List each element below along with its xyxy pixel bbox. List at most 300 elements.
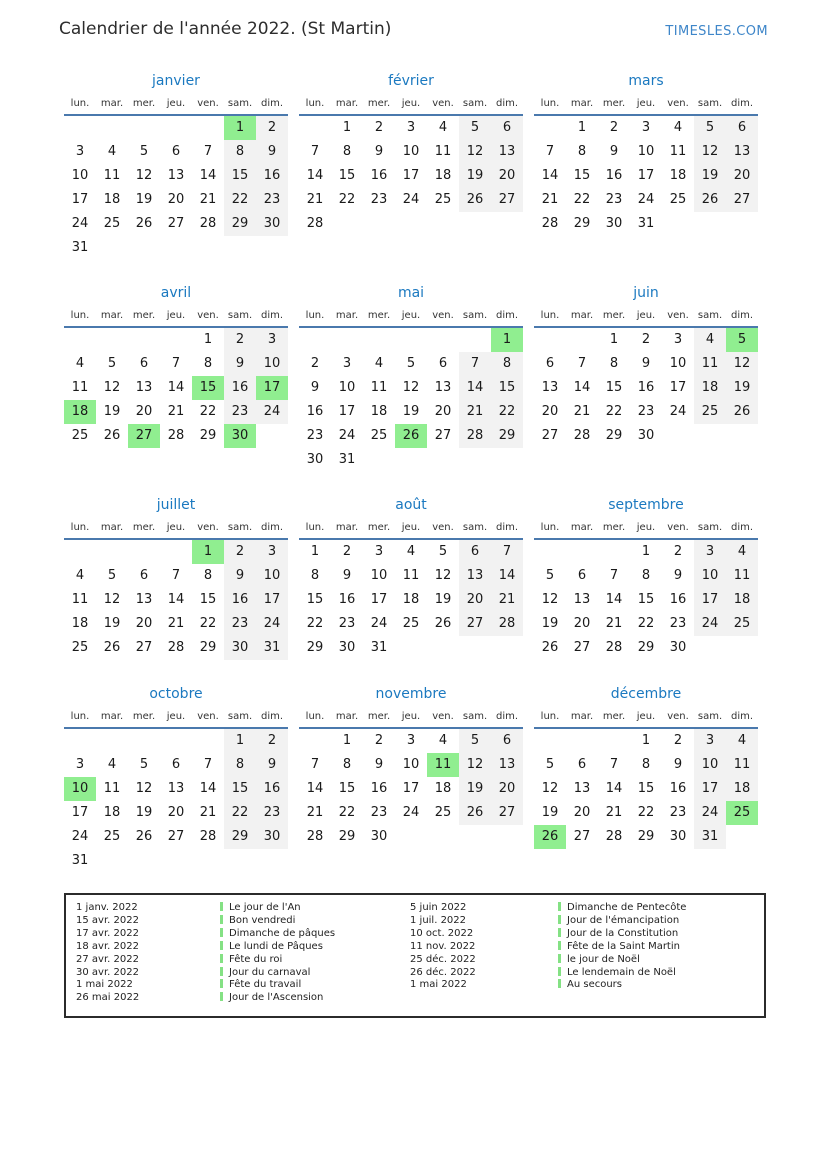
day-cell: 22 (224, 188, 256, 212)
legend-date: 26 déc. 2022 (410, 966, 476, 978)
day-cell: 14 (573, 380, 591, 395)
day-cell: 7 (171, 356, 181, 371)
legend-date (410, 992, 558, 1005)
day-cell: 12 (135, 781, 153, 796)
day-cell (128, 540, 160, 564)
day-cell: 10 (338, 380, 356, 395)
day-cell: 13 (135, 592, 153, 607)
day-header: mer. (602, 310, 626, 321)
day-cell: 30 (256, 825, 288, 849)
day-cell: 18 (434, 168, 452, 183)
day-cell: 3 (75, 144, 85, 159)
day-cell: 25 (71, 640, 89, 655)
day-cell: 16 (370, 781, 388, 796)
holiday-marker-icon (220, 902, 223, 911)
page-title: Calendrier de l'année 2022. (St Martin) (59, 19, 392, 39)
day-cell: 27 (128, 424, 160, 448)
day-cell: 12 (135, 168, 153, 183)
day-cell: 12 (726, 352, 758, 376)
day-header: sam. (462, 522, 488, 533)
day-cell: 2 (374, 120, 384, 135)
holiday-marker-icon (220, 915, 223, 924)
day-cell: 4 (694, 328, 726, 352)
days-grid (299, 540, 523, 660)
day-cell: 4 (406, 544, 416, 559)
day-cell (459, 328, 491, 352)
month-title: septembre (608, 497, 684, 513)
holiday-marker-icon (558, 941, 561, 950)
day-headers-row (534, 708, 758, 729)
day-cell: 10 (669, 356, 687, 371)
day-cell: 31 (370, 640, 388, 655)
day-header: ven. (432, 310, 454, 321)
day-cell: 21 (306, 805, 324, 820)
day-cell: 14 (167, 592, 185, 607)
day-header: dim. (260, 310, 284, 321)
day-cell: 6 (438, 356, 448, 371)
day-cell: 11 (71, 380, 89, 395)
day-cell: 26 (726, 400, 758, 424)
day-cell: 5 (139, 757, 149, 772)
day-cell: 13 (434, 380, 452, 395)
legend-date: 10 oct. 2022 (410, 927, 474, 939)
day-cell: 9 (256, 753, 288, 777)
month-avril (64, 282, 288, 494)
day-cell: 1 (203, 332, 213, 347)
day-cell: 19 (541, 805, 559, 820)
day-cell: 30 (306, 452, 324, 467)
day-header: mar. (335, 310, 359, 321)
day-cell: 9 (310, 380, 320, 395)
day-cell: 24 (694, 801, 726, 825)
day-cell: 15 (637, 592, 655, 607)
day-cell: 29 (199, 428, 217, 443)
day-cell: 7 (609, 568, 619, 583)
day-cell: 23 (370, 192, 388, 207)
day-cell: 4 (726, 729, 758, 753)
day-header: sam. (227, 310, 253, 321)
day-cell (128, 849, 160, 873)
day-cell: 28 (541, 216, 559, 231)
month-juillet (64, 494, 288, 683)
day-cell: 3 (374, 544, 384, 559)
day-cell: 31 (338, 452, 356, 467)
day-cell: 17 (71, 192, 89, 207)
day-cell: 18 (370, 404, 388, 419)
day-cell: 30 (224, 424, 256, 448)
day-cell: 16 (224, 376, 256, 400)
day-cell: 25 (434, 805, 452, 820)
day-cell (694, 212, 726, 236)
day-header: mar. (570, 711, 594, 722)
month-title: juin (633, 285, 659, 301)
day-header: jeu. (166, 98, 186, 109)
legend-label: Fête du roi (220, 954, 410, 967)
day-cell: 10 (71, 168, 89, 183)
legend-label: le jour de Noël (558, 954, 758, 967)
day-cell: 9 (609, 144, 619, 159)
day-headers-row (64, 307, 288, 328)
day-cell (192, 729, 224, 753)
day-cell: 7 (577, 356, 587, 371)
day-cell: 28 (459, 424, 491, 448)
day-cell: 10 (370, 568, 388, 583)
day-headers-row (64, 708, 288, 729)
day-cell: 25 (370, 428, 388, 443)
day-cell: 18 (103, 192, 121, 207)
day-cell: 30 (637, 428, 655, 443)
day-cell: 17 (637, 168, 655, 183)
day-header: lun. (305, 522, 325, 533)
day-cell: 21 (459, 400, 491, 424)
day-cell: 15 (192, 376, 224, 400)
day-headers-row (534, 519, 758, 540)
day-cell: 23 (338, 616, 356, 631)
day-cell: 5 (139, 144, 149, 159)
day-cell: 28 (167, 428, 185, 443)
day-cell: 24 (256, 400, 288, 424)
day-cell: 15 (224, 777, 256, 801)
day-cell (566, 540, 598, 564)
holiday-marker-icon (558, 902, 561, 911)
day-cell (427, 448, 459, 472)
day-cell (64, 729, 96, 753)
day-cell: 23 (306, 428, 324, 443)
day-cell (96, 236, 128, 260)
day-cell: 6 (459, 540, 491, 564)
day-cell: 12 (459, 753, 491, 777)
day-cell: 14 (541, 168, 559, 183)
day-cell: 4 (75, 356, 85, 371)
day-header: ven. (667, 522, 689, 533)
day-cell (160, 116, 192, 140)
day-cell: 12 (402, 380, 420, 395)
day-cell: 30 (669, 640, 687, 655)
day-cell: 18 (64, 400, 96, 424)
day-cell (64, 328, 96, 352)
day-cell: 18 (726, 588, 758, 612)
day-cell: 5 (459, 116, 491, 140)
holiday-marker-icon (558, 915, 561, 924)
day-header: sam. (697, 711, 723, 722)
day-cell (128, 116, 160, 140)
day-cell: 2 (256, 116, 288, 140)
day-cell: 25 (726, 801, 758, 825)
day-cell: 25 (726, 612, 758, 636)
day-header: mer. (132, 711, 156, 722)
day-cell: 6 (491, 729, 523, 753)
day-header: jeu. (636, 310, 656, 321)
day-cell: 10 (694, 753, 726, 777)
day-cell: 16 (224, 588, 256, 612)
day-cell: 26 (534, 825, 566, 849)
day-header: lun. (70, 98, 90, 109)
day-cell: 27 (434, 428, 452, 443)
day-cell: 2 (224, 328, 256, 352)
day-cell: 30 (669, 829, 687, 844)
day-cell: 17 (402, 781, 420, 796)
day-header: sam. (697, 310, 723, 321)
day-cell: 21 (306, 192, 324, 207)
day-cell: 8 (342, 144, 352, 159)
day-cell: 3 (406, 120, 416, 135)
day-cell: 6 (577, 568, 587, 583)
day-cell: 24 (71, 829, 89, 844)
day-cell: 25 (103, 829, 121, 844)
day-header: sam. (227, 711, 253, 722)
day-cell (395, 328, 427, 352)
day-cell: 17 (694, 777, 726, 801)
day-cell: 7 (171, 568, 181, 583)
day-cell (726, 212, 758, 236)
day-cell: 6 (545, 356, 555, 371)
day-cell (726, 424, 758, 448)
day-cell: 28 (605, 640, 623, 655)
day-header: lun. (305, 310, 325, 321)
days-grid (64, 328, 288, 448)
day-cell: 18 (402, 592, 420, 607)
day-cell: 21 (167, 616, 185, 631)
day-cell: 5 (545, 757, 555, 772)
day-cell: 23 (256, 801, 288, 825)
day-cell: 26 (694, 188, 726, 212)
day-cell: 24 (402, 805, 420, 820)
legend-date: 1 mai 2022 (76, 979, 133, 991)
day-cell (192, 849, 224, 873)
day-cell (395, 212, 427, 236)
day-cell: 27 (573, 640, 591, 655)
legend-label: Le lundi de Pâques (220, 941, 410, 954)
day-cell: 22 (199, 404, 217, 419)
legend-date: 27 avr. 2022 (76, 953, 139, 965)
day-cell: 17 (669, 380, 687, 395)
day-cell: 5 (726, 328, 758, 352)
legend-date: 5 juin 2022 (410, 902, 467, 913)
day-cell: 23 (224, 400, 256, 424)
day-cell: 1 (577, 120, 587, 135)
day-cell: 13 (541, 380, 559, 395)
legend-label: Dimanche de Pentecôte (558, 902, 758, 915)
day-cell: 20 (135, 404, 153, 419)
day-cell: 3 (342, 356, 352, 371)
day-cell: 15 (491, 376, 523, 400)
day-header: dim. (730, 522, 754, 533)
day-cell: 14 (605, 592, 623, 607)
legend-date: 1 janv. 2022 (76, 902, 138, 913)
day-cell: 10 (64, 777, 96, 801)
day-header: dim. (260, 98, 284, 109)
legend-date: 25 déc. 2022 (410, 953, 476, 965)
day-cell: 11 (370, 380, 388, 395)
day-cell: 21 (605, 805, 623, 820)
day-header: lun. (70, 522, 90, 533)
day-cell: 27 (459, 612, 491, 636)
day-header: ven. (432, 98, 454, 109)
day-header: jeu. (636, 711, 656, 722)
day-cell (459, 825, 491, 849)
day-cell: 24 (402, 192, 420, 207)
month-février (299, 70, 523, 282)
day-cell: 4 (75, 568, 85, 583)
day-cell (534, 116, 566, 140)
day-header: lun. (305, 98, 325, 109)
day-cell: 10 (637, 144, 655, 159)
day-cell: 21 (541, 192, 559, 207)
day-cell: 27 (491, 801, 523, 825)
day-cell: 22 (224, 801, 256, 825)
day-cell: 16 (306, 404, 324, 419)
day-cell: 20 (167, 805, 185, 820)
day-cell (96, 540, 128, 564)
day-cell: 2 (673, 733, 683, 748)
day-cell: 13 (459, 564, 491, 588)
day-cell (64, 116, 96, 140)
day-cell (96, 729, 128, 753)
day-cell: 16 (338, 592, 356, 607)
day-cell: 10 (256, 564, 288, 588)
day-cell: 13 (573, 592, 591, 607)
day-cell: 5 (694, 116, 726, 140)
day-cell (459, 636, 491, 660)
days-grid (299, 328, 523, 472)
day-header: jeu. (401, 310, 421, 321)
day-header: mar. (100, 310, 124, 321)
day-cell: 19 (434, 592, 452, 607)
day-cell: 21 (167, 404, 185, 419)
day-header: mer. (367, 711, 391, 722)
day-header: jeu. (166, 711, 186, 722)
day-cell: 31 (256, 636, 288, 660)
day-cell: 2 (224, 540, 256, 564)
day-cell: 8 (577, 144, 587, 159)
day-cell: 9 (224, 352, 256, 376)
day-cell: 20 (573, 616, 591, 631)
brand-link[interactable]: TIMESLES.COM (665, 24, 768, 39)
day-cell (662, 212, 694, 236)
month-title: août (395, 497, 427, 513)
day-cell: 9 (374, 757, 384, 772)
day-header: mer. (367, 522, 391, 533)
day-headers-row (299, 519, 523, 540)
month-juin (534, 282, 758, 494)
day-cell: 30 (338, 640, 356, 655)
day-cell: 20 (491, 164, 523, 188)
day-cell: 8 (203, 356, 213, 371)
holiday-marker-icon (220, 954, 223, 963)
day-cell: 16 (256, 777, 288, 801)
day-cell: 13 (491, 753, 523, 777)
legend-label: Jour de l'émancipation (558, 915, 758, 928)
day-cell: 10 (402, 757, 420, 772)
day-cell: 10 (402, 144, 420, 159)
month-title: mai (397, 285, 425, 301)
day-cell: 11 (726, 753, 758, 777)
day-cell: 1 (609, 332, 619, 347)
day-cell (395, 636, 427, 660)
day-headers-row (299, 307, 523, 328)
day-header: ven. (197, 98, 219, 109)
day-cell (128, 328, 160, 352)
legend-date: 1 juil. 2022 (410, 914, 467, 926)
day-cell: 23 (669, 805, 687, 820)
holiday-marker-icon (220, 928, 223, 937)
day-cell (726, 636, 758, 660)
day-cell (256, 236, 288, 260)
day-cell: 4 (374, 356, 384, 371)
day-cell: 13 (726, 140, 758, 164)
day-cell (160, 540, 192, 564)
day-cell: 13 (167, 781, 185, 796)
day-cell: 23 (370, 805, 388, 820)
day-header: sam. (227, 98, 253, 109)
day-cell: 1 (491, 328, 523, 352)
day-cell: 3 (75, 757, 85, 772)
legend-label: Fête de la Saint Martin (558, 941, 758, 954)
months-grid (64, 70, 766, 873)
day-header: mer. (602, 711, 626, 722)
day-cell: 31 (637, 216, 655, 231)
day-cell: 18 (694, 376, 726, 400)
day-cell: 21 (605, 616, 623, 631)
day-cell: 29 (605, 428, 623, 443)
day-cell: 12 (541, 781, 559, 796)
day-cell: 5 (459, 729, 491, 753)
legend-date: 30 avr. 2022 (76, 966, 139, 978)
legend-label: Fête du travail (220, 979, 410, 992)
holiday-marker-icon (558, 954, 561, 963)
day-header: dim. (260, 711, 284, 722)
day-cell: 26 (103, 640, 121, 655)
day-cell: 27 (541, 428, 559, 443)
day-cell (160, 849, 192, 873)
day-cell: 8 (641, 757, 651, 772)
day-cell: 9 (673, 757, 683, 772)
month-title: mars (628, 73, 664, 89)
day-header: mer. (367, 310, 391, 321)
day-cell: 21 (199, 192, 217, 207)
month-août (299, 494, 523, 683)
day-cell: 27 (491, 188, 523, 212)
day-cell: 20 (491, 777, 523, 801)
day-cell (662, 424, 694, 448)
day-cell: 9 (641, 356, 651, 371)
day-cell: 1 (224, 729, 256, 753)
day-cell: 20 (135, 616, 153, 631)
legend-date: 15 avr. 2022 (76, 914, 139, 926)
day-cell: 30 (605, 216, 623, 231)
day-cell: 3 (256, 328, 288, 352)
day-cell: 29 (573, 216, 591, 231)
day-cell (160, 729, 192, 753)
day-cell: 5 (406, 356, 416, 371)
month-title: octobre (149, 686, 203, 702)
day-cell: 16 (637, 380, 655, 395)
day-cell: 19 (135, 805, 153, 820)
day-header: ven. (667, 711, 689, 722)
day-header: mar. (100, 522, 124, 533)
day-cell (566, 729, 598, 753)
day-cell: 19 (135, 192, 153, 207)
legend-date: 17 avr. 2022 (76, 927, 139, 939)
day-cell: 29 (338, 829, 356, 844)
day-cell: 8 (224, 140, 256, 164)
day-header: lun. (70, 310, 90, 321)
day-header: sam. (462, 310, 488, 321)
day-cell: 9 (224, 564, 256, 588)
day-cell: 5 (438, 544, 448, 559)
days-grid (534, 328, 758, 448)
day-cell: 28 (306, 216, 324, 231)
